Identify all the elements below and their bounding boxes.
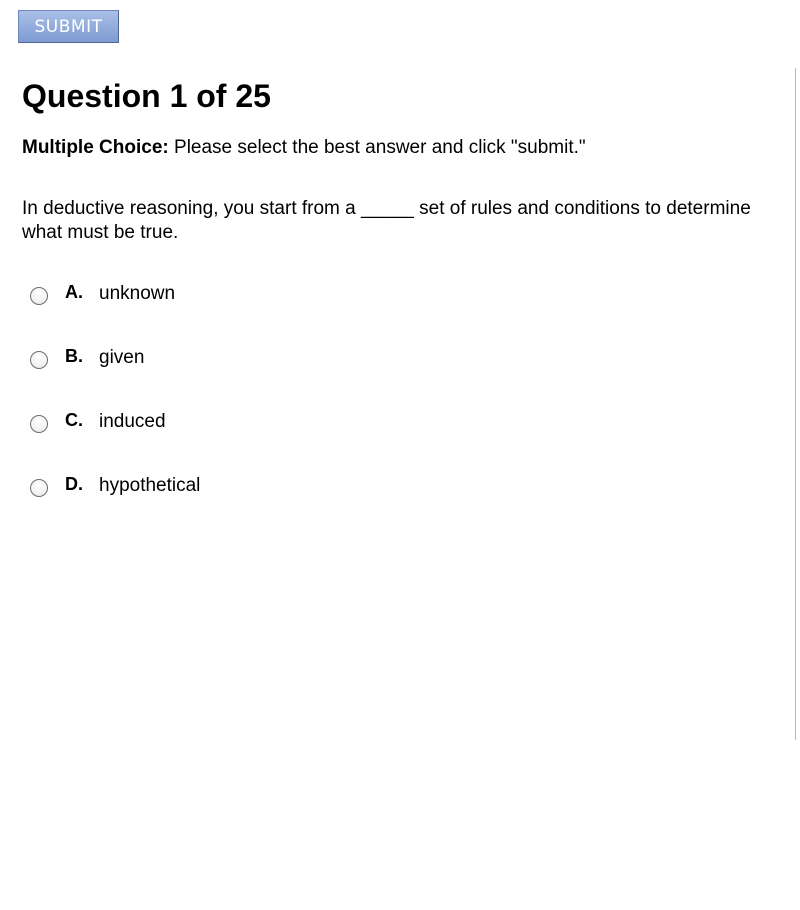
radio-button-d[interactable] <box>30 479 48 497</box>
option-c[interactable] <box>30 410 200 434</box>
question-title: Question 1 of 25 <box>22 78 271 114</box>
radio-button-b[interactable] <box>30 351 48 369</box>
option-letter: C. <box>65 410 83 430</box>
option-letter: A. <box>65 282 83 302</box>
option-text: induced <box>99 411 166 432</box>
option-letter: D. <box>65 474 83 494</box>
radio-button-c[interactable] <box>30 415 48 433</box>
option-letter: B. <box>65 346 83 366</box>
instruction-text: Please select the best answer and click "submit." <box>174 137 586 158</box>
option-a[interactable] <box>30 282 200 306</box>
option-text: given <box>99 347 145 368</box>
option-d[interactable] <box>30 474 200 498</box>
radio-button-a[interactable] <box>30 287 48 305</box>
instructions <box>22 136 586 159</box>
submit-button[interactable]: SUBMIT <box>18 10 119 43</box>
option-b[interactable] <box>30 346 200 370</box>
answer-options <box>30 282 200 538</box>
question-type-label: Multiple Choice: <box>22 137 169 158</box>
option-text: unknown <box>99 283 176 304</box>
content-divider <box>795 68 796 740</box>
question-prompt: In deductive reasoning, you start from a _____ set of rules and conditions to determine what must be true. <box>22 198 751 243</box>
option-text: hypothetical <box>99 475 201 496</box>
